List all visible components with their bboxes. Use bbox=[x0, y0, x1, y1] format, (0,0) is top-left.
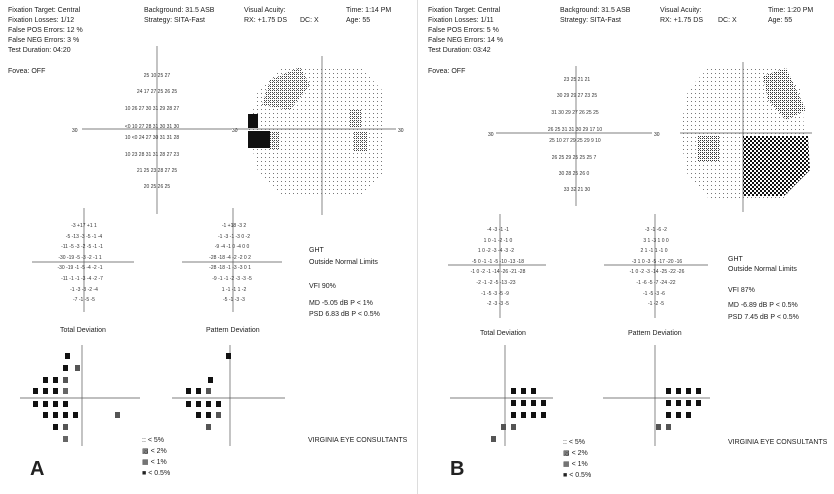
sens-row: 31 30 29 27 26 25 25 bbox=[551, 110, 599, 116]
age: Age: 55 bbox=[346, 17, 371, 24]
legend-item: ▦ < 1% bbox=[142, 459, 167, 466]
sens-row: 23 25 21 21 bbox=[563, 77, 591, 83]
sens-row: 21 25 23 28 27 25 bbox=[136, 168, 178, 174]
time: Time: 1:20 PM bbox=[768, 7, 814, 14]
td-row: 1 0 -1 -2 -1 0 bbox=[483, 238, 513, 244]
sens-row: 10 26 27 30 31 29 28 27 bbox=[124, 106, 180, 112]
sens-row: 33 32 21 30 bbox=[563, 187, 591, 193]
false-pos-errors: False POS Errors: 12 % bbox=[8, 27, 83, 34]
td-row: 1 0 -2 -3 -4 -3 -2 bbox=[477, 248, 515, 254]
dc: DC: X bbox=[300, 17, 319, 24]
panel-label: A bbox=[30, 458, 45, 480]
pd-row: -1 -2 -5 bbox=[647, 301, 665, 307]
pd-row: -3 1 0 -3 -5 -17 -20 -16 bbox=[631, 259, 683, 265]
vfi: VFI 90% bbox=[309, 283, 336, 290]
psd: PSD 6.83 dB P < 0.5% bbox=[309, 311, 380, 318]
test-duration: Test Duration: 04:20 bbox=[8, 47, 71, 54]
background: Background: 31.5 ASB bbox=[560, 7, 631, 14]
pd-row: -1 0 -2 -3 -14 -25 -22 -26 bbox=[629, 269, 685, 275]
td-row: -11 -5 -3 -2 -5 -1 -1 bbox=[61, 244, 103, 250]
total-deviation-title: Total Deviation bbox=[480, 330, 526, 337]
axis-label-right: 30 bbox=[232, 128, 238, 134]
pd-row: -28 -18 -4 -2 -2 0 2 bbox=[209, 255, 251, 261]
pd-row: -3 -1 -6 -2 bbox=[645, 227, 667, 233]
pattern-deviation-title: Pattern Deviation bbox=[628, 330, 682, 337]
sens-row: 10 <0 24 27 30 31 31 28 bbox=[124, 135, 180, 141]
sens-row: 20 25 26 25 bbox=[143, 184, 171, 190]
rx: RX: +1.75 DS bbox=[244, 17, 287, 24]
td-row: -3 +17 +1 1 bbox=[71, 223, 97, 229]
ght-label: GHT bbox=[728, 256, 743, 263]
td-row: -30 -19 -5 -3 -2 -1 1 bbox=[58, 255, 102, 261]
panel-b bbox=[417, 0, 834, 494]
fixation-target: Fixation Target: Central bbox=[428, 7, 501, 14]
axis-label-left: 30 bbox=[488, 132, 494, 138]
ght-label: GHT bbox=[309, 247, 324, 254]
probability-plots bbox=[418, 0, 834, 494]
td-row: -7 -1 -5 -5 bbox=[73, 297, 95, 303]
sens-row: 30 28 25 26 0 bbox=[558, 171, 590, 177]
axis-label-gray: 30 bbox=[398, 128, 404, 134]
fixation-losses: Fixation Losses: 1/11 bbox=[428, 17, 494, 24]
pd-row: -5 -1 -3 -3 bbox=[223, 297, 245, 303]
md: MD -5.05 dB P < 1% bbox=[309, 300, 373, 307]
legend-item: ■ < 0.5% bbox=[563, 472, 592, 479]
age: Age: 55 bbox=[768, 17, 793, 24]
false-neg-errors: False NEG Errors: 3 % bbox=[8, 37, 80, 44]
time: Time: 1:14 PM bbox=[346, 7, 392, 14]
fovea: Fovea: OFF bbox=[8, 68, 46, 75]
td-row: -5 -13 -3 -5 -1 -4 bbox=[65, 234, 103, 240]
td-row: -1 -5 -3 -5 -9 bbox=[481, 291, 509, 297]
rx: RX: +1.75 DS bbox=[660, 17, 703, 24]
total-deviation-title: Total Deviation bbox=[60, 327, 106, 334]
ght-value: Outside Normal Limits bbox=[309, 259, 378, 266]
legend-item: ▦ < 1% bbox=[563, 461, 588, 468]
pd-row: -1 +18 -3 2 bbox=[221, 223, 247, 229]
legend-item: :: < 5% bbox=[563, 439, 585, 446]
legend-item: ▩ < 2% bbox=[563, 450, 588, 457]
test-duration: Test Duration: 03:42 bbox=[428, 47, 491, 54]
false-neg-errors: False NEG Errors: 14 % bbox=[428, 37, 504, 44]
legend-item: :: < 5% bbox=[142, 437, 164, 444]
strategy: Strategy: SITA-Fast bbox=[560, 17, 621, 24]
sens-row: 10 23 28 31 31 28 27 23 bbox=[124, 152, 180, 158]
visual-acuity: Visual Acuity: bbox=[244, 7, 286, 14]
pd-row: 3 1 -3 1 0 0 bbox=[643, 238, 669, 244]
sens-row: <0 10 27 28 31 30 31 30 bbox=[124, 124, 180, 130]
dc: DC: X bbox=[718, 17, 737, 24]
pd-row: 2 1 -1 1 -1 0 bbox=[640, 248, 668, 254]
pd-row: -1 -3 -1 -3 0 -2 bbox=[218, 234, 250, 240]
axis-label-right: 30 bbox=[654, 132, 660, 138]
sens-row: 26 25 29 25 25 25 7 bbox=[551, 155, 597, 161]
pd-row: -1 -5 -3 -6 bbox=[643, 291, 665, 297]
panel-label: B bbox=[450, 458, 465, 480]
pd-row: -1 -6 -5 -7 -24 -22 bbox=[636, 280, 676, 286]
td-row: -2 -1 -2 -5 -13 -23 bbox=[476, 280, 516, 286]
pd-row: -9 -1 -1 -2 -3 -3 -5 bbox=[212, 276, 252, 282]
td-row: -4 -3 -1 -1 bbox=[487, 227, 509, 233]
sens-row: 24 17 27 25 26 25 bbox=[136, 89, 178, 95]
legend-item: ▩ < 2% bbox=[142, 448, 167, 455]
td-row: -11 -1 -1 -3 -4 -2 -7 bbox=[61, 276, 103, 282]
td-row: -1 0 -2 -1 -14 -26 -21 -28 bbox=[470, 269, 526, 275]
pattern-deviation-title: Pattern Deviation bbox=[206, 327, 260, 334]
md: MD -6.89 dB P < 0.5% bbox=[728, 302, 798, 309]
sens-row: 30 29 29 27 23 25 bbox=[556, 93, 598, 99]
ght-value: Outside Normal Limits bbox=[728, 266, 797, 273]
legend-item: ■ < 0.5% bbox=[142, 470, 171, 477]
sens-row: 25 10 25 27 bbox=[143, 73, 171, 79]
td-row: -2 -3 -3 -5 bbox=[487, 301, 509, 307]
pd-row: 1 -1 -1 1 -2 bbox=[221, 287, 247, 293]
footer-clinic: VIRGINIA EYE CONSULTANTS bbox=[308, 437, 408, 444]
pd-row: -28 -18 -1 -3 -3 0 1 bbox=[209, 265, 251, 271]
strategy: Strategy: SITA-Fast bbox=[144, 17, 205, 24]
fovea: Fovea: OFF bbox=[428, 68, 466, 75]
sens-row: 26 25 31 31 30 29 17 10 bbox=[547, 127, 603, 133]
sens-row: 25 10 27 29 25 29 9 10 bbox=[549, 138, 601, 144]
footer-clinic: VIRGINIA EYE CONSULTANTS bbox=[728, 439, 828, 446]
pd-row: -9 -4 -1 0 -4 0 0 bbox=[214, 244, 250, 250]
td-row: -30 -19 -1 -5 -4 -2 -1 bbox=[57, 265, 103, 271]
vfi: VFI 87% bbox=[728, 287, 755, 294]
fixation-target: Fixation Target: Central bbox=[8, 7, 81, 14]
background: Background: 31.5 ASB bbox=[144, 7, 215, 14]
td-row: -1 -3 -3 -2 -4 bbox=[70, 287, 98, 293]
false-pos-errors: False POS Errors: 5 % bbox=[428, 27, 499, 34]
psd: PSD 7.45 dB P < 0.5% bbox=[728, 314, 799, 321]
visual-acuity: Visual Acuity: bbox=[660, 7, 702, 14]
td-row: -5 0 -1 -1 -5 -10 -13 -18 bbox=[472, 259, 524, 265]
fixation-losses: Fixation Losses: 1/12 bbox=[8, 17, 75, 24]
axis-label-left: 30 bbox=[72, 128, 78, 134]
